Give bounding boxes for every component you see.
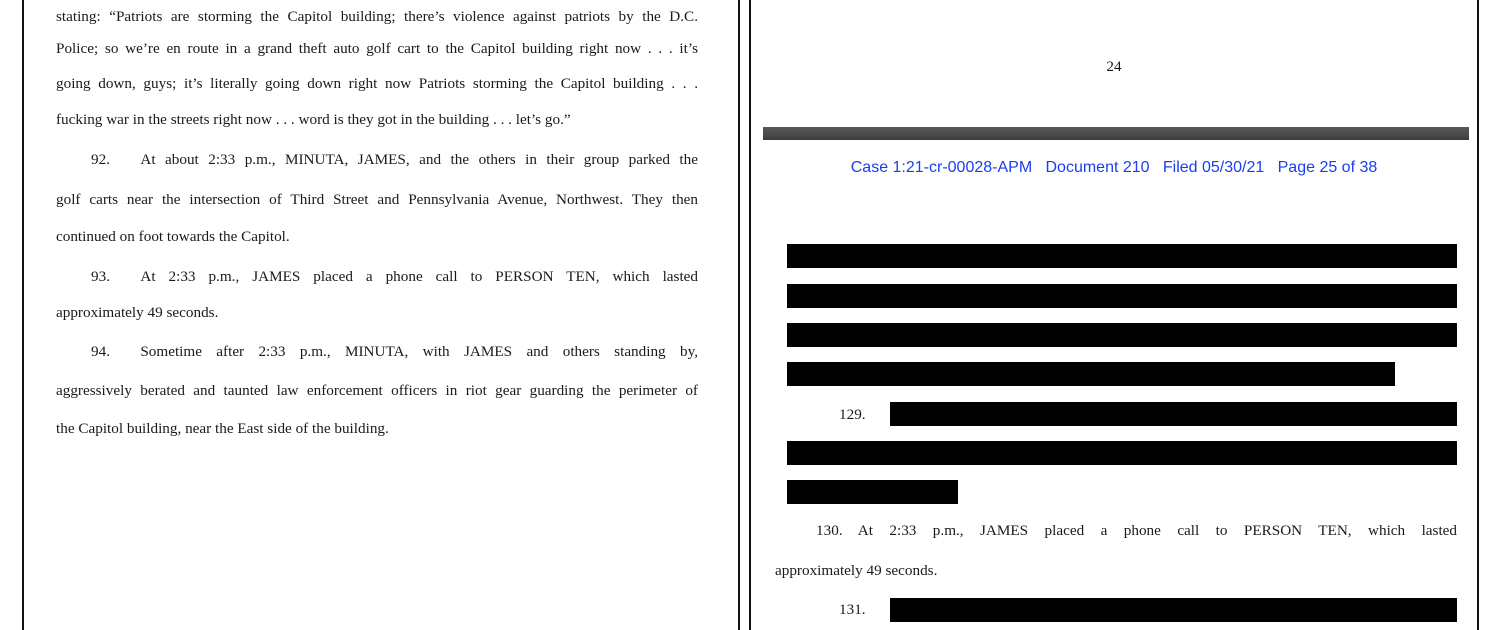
text-line: the Capitol building, near the East side of the building. bbox=[56, 420, 389, 437]
redaction-bar bbox=[787, 441, 1457, 465]
redaction-bar bbox=[787, 323, 1457, 347]
text-line: continued on foot towards the Capitol. bbox=[56, 228, 290, 245]
redaction-bar bbox=[787, 244, 1457, 268]
paragraph-93: 93. At 2:33 p.m., JAMES placed a phone call to PERSON TEN, which lasted bbox=[91, 268, 698, 285]
text-line: golf carts near the intersection of Third Street and Pennsylvania Avenue, Northwest. They then bbox=[56, 191, 698, 208]
left-document-page bbox=[22, 0, 740, 630]
text-line: fucking war in the streets right now . . . word is they got in the building . . . let’s go.” bbox=[56, 111, 571, 128]
text-line: going down, guys; it’s literally going down right now Patriots storming the Capitol building . . . bbox=[56, 75, 698, 92]
redaction-bar bbox=[787, 480, 958, 504]
redaction-bar bbox=[890, 598, 1457, 622]
redaction-bar bbox=[787, 284, 1457, 308]
page-divider bbox=[763, 127, 1469, 140]
text-line: stating: “Patriots are storming the Capitol building; there’s violence against patriots by the D.C. bbox=[56, 8, 698, 25]
text-line: Police; so we’re en route in a grand theft auto golf cart to the Capitol building right now . . . it’s bbox=[56, 40, 698, 57]
paragraph-130: 130. At 2:33 p.m., JAMES placed a phone call to PERSON TEN, which lasted bbox=[816, 522, 1457, 539]
paragraph-129-number: 129. bbox=[839, 406, 866, 423]
paragraph-131-number: 131. bbox=[839, 601, 866, 618]
paragraph-92: 92. At about 2:33 p.m., MINUTA, JAMES, and the others in their group parked the bbox=[91, 151, 698, 168]
case-header: Case 1:21-cr-00028-APM Document 210 Filed 05/30/21 Page 25 of 38 bbox=[850, 159, 1378, 176]
redaction-bar bbox=[787, 362, 1395, 386]
text-line: aggressively berated and taunted law enforcement officers in riot gear guarding the perimeter of bbox=[56, 382, 698, 399]
redaction-bar bbox=[890, 402, 1457, 426]
right-document-page bbox=[749, 0, 1479, 630]
page-number: 24 bbox=[1106, 58, 1122, 75]
paragraph-94: 94. Sometime after 2:33 p.m., MINUTA, with JAMES and others standing by, bbox=[91, 343, 698, 360]
text-line: approximately 49 seconds. bbox=[775, 562, 938, 579]
text-line: approximately 49 seconds. bbox=[56, 304, 219, 321]
